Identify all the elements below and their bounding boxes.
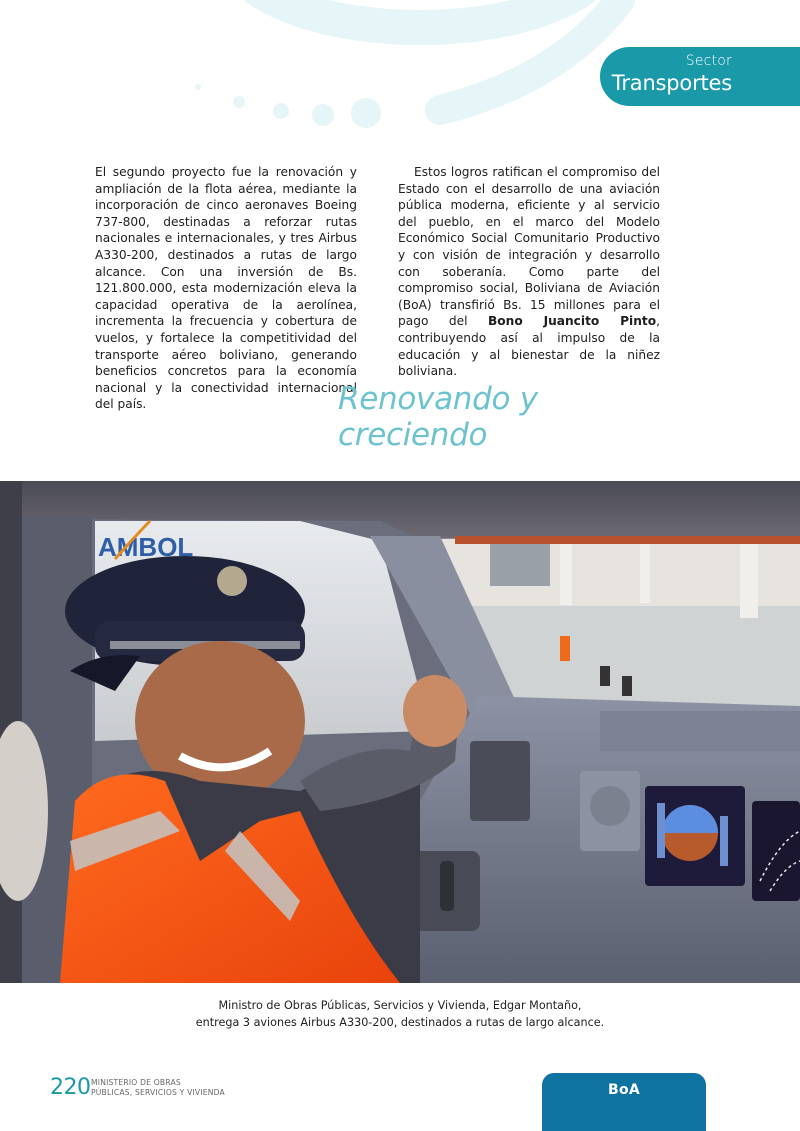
section-tab-boa	[542, 1073, 706, 1131]
caption-line-2: entrega 3 aviones Airbus A330-200, destinados a rutas de largo alcance.	[195, 1016, 605, 1029]
left-column-text	[95, 164, 357, 413]
section-headline: Renovando y creciendo	[338, 381, 538, 453]
right-column-text	[398, 164, 660, 380]
right-paragraph-part1: Estos logros ratifican el compromiso del Estado con el desarrollo de una aviación pública moderna, eficiente y al servicio del pueblo, en el marco del Modelo Económico Social Comunitario Productivo y con visión de integración y desarrollo con soberanía. Como parte del compromiso social, Boliviana de Aviación (BoA) transfirió Bs. 15 millones para el pago del	[398, 165, 660, 329]
cockpit-photo	[0, 481, 800, 983]
sector-name: Transportes	[611, 71, 732, 95]
sector-tab	[600, 47, 800, 106]
caption-line-1: Ministro de Obras Públicas, Servicios y Vivienda, Edgar Montaño,	[218, 999, 582, 1012]
cockpit-illustration	[0, 481, 800, 983]
right-paragraph	[398, 164, 660, 380]
livery-text: AMBOL	[98, 532, 194, 562]
left-paragraph: El segundo proyecto fue la renovación y ampliación de la flota aérea, mediante la incorporación de cinco aeronaves Boeing 737-800, destinadas a reforzar rutas nacionales e internacionales, y tres Airbus A330-200, destinados a rutas de largo alcance. Con una inversión de Bs. 121.800.000, esta modernización eleva la capacidad operativa de la aerolínea, incrementa la frecuencia y cobertura de vuelos, y fortalece la competitividad del transporte aéreo boliviano, generando beneficios concretos para la economía nacional y la conectividad internacional del país.	[95, 165, 357, 412]
bono-juancito-pinto: Bono Juancito Pinto	[488, 314, 657, 329]
ministry-name	[91, 1078, 225, 1097]
right-paragraph-part2: , contribuyendo así al impulso de la educación y al bienestar de la niñez boliviana.	[398, 314, 660, 379]
photo-caption	[150, 997, 650, 1031]
sector-label: Sector	[685, 53, 732, 69]
ministry-line-1: MINISTERIO DE OBRAS	[91, 1078, 181, 1087]
page-number: 220	[50, 1075, 91, 1100]
section-tab-label: BoA	[607, 1082, 641, 1098]
ministry-line-2: PÚBLICAS, SERVICIOS Y VIVIENDA	[91, 1087, 225, 1097]
